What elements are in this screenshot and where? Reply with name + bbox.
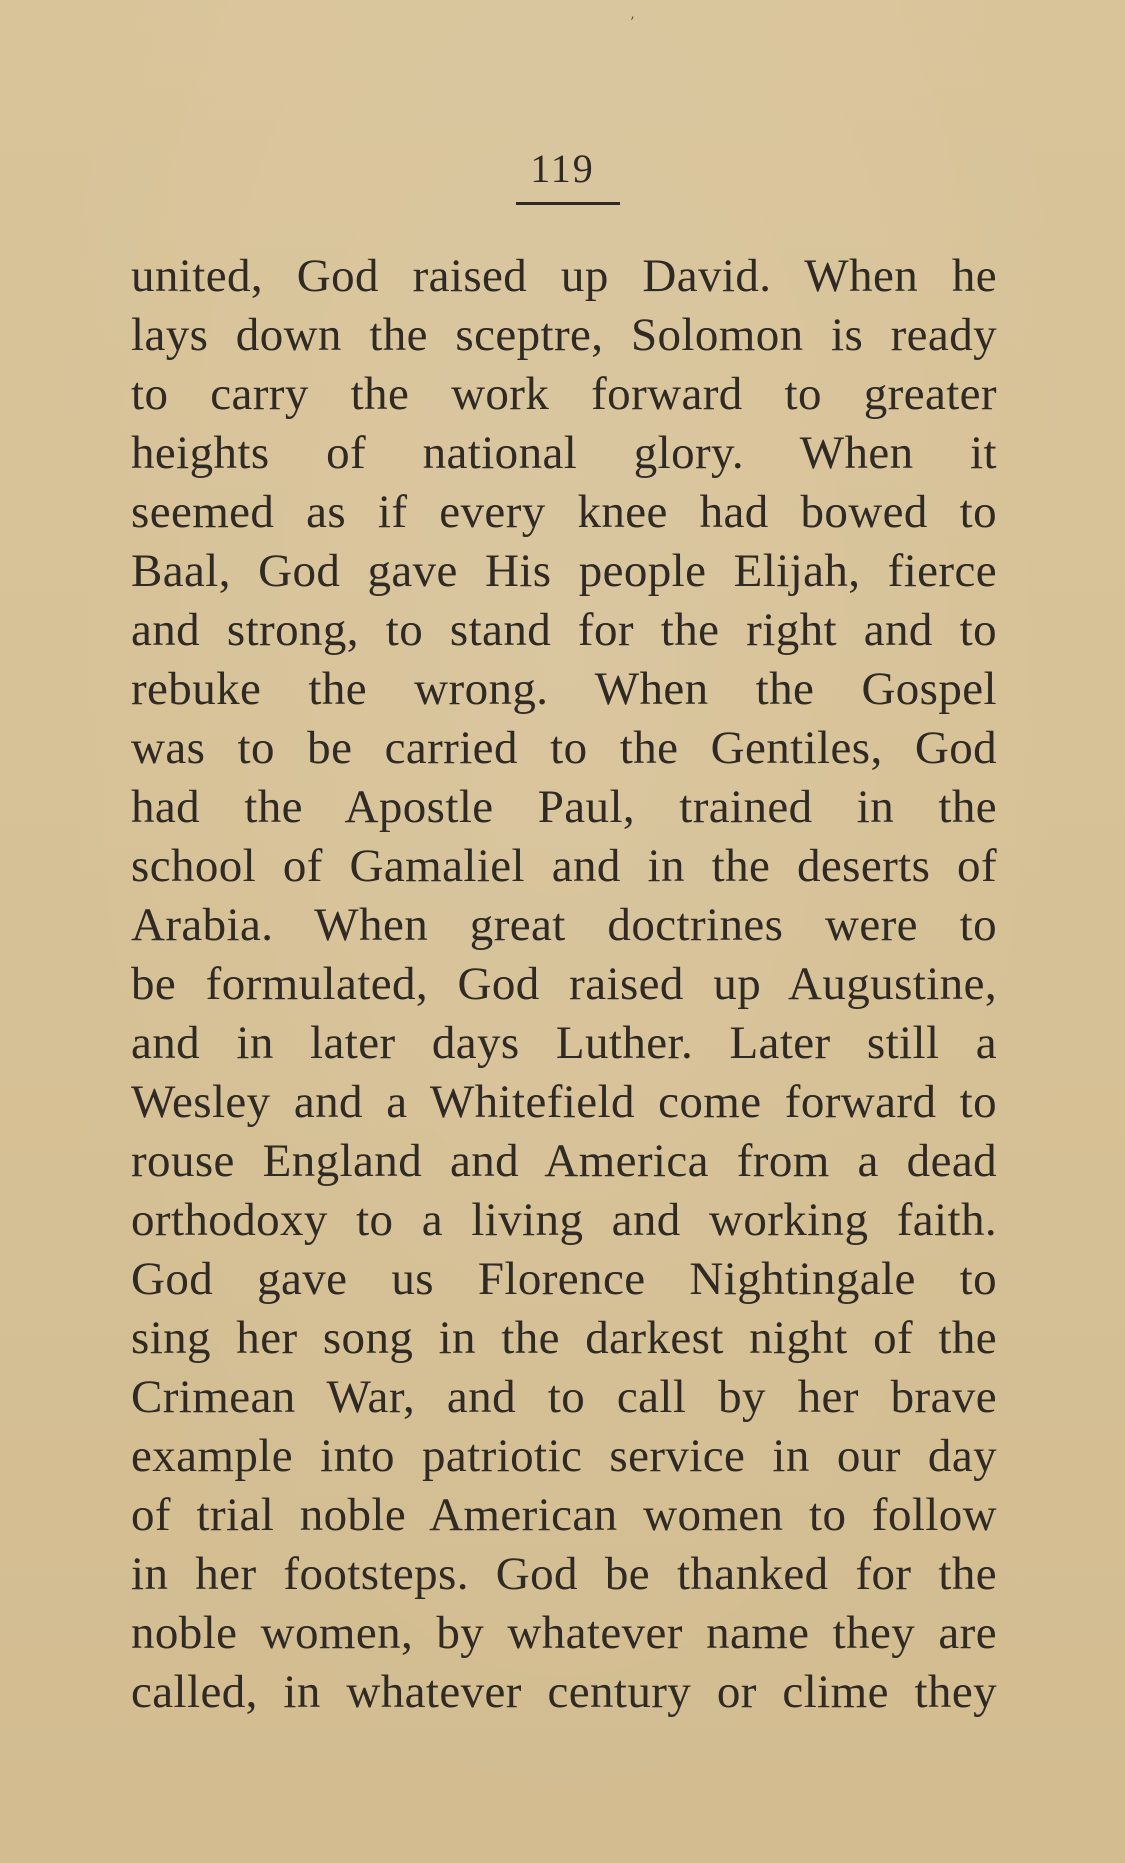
text-line: to carry the work forward to greater [131, 368, 997, 420]
text-line: seemed as if every knee had bowed to [131, 486, 997, 538]
page-number: 119 [530, 146, 595, 191]
text-line: be formulated, God raised up Augustine, [131, 958, 997, 1010]
text-line: called, in whatever century or clime they [131, 1666, 997, 1718]
text-line: school of Gamaliel and in the deserts of [131, 840, 997, 892]
text-line: heights of national glory. When it [131, 427, 997, 479]
text-line: rouse England and America from a dead [131, 1135, 997, 1187]
text-line: of trial noble American women to follow [131, 1489, 997, 1541]
text-line: had the Apostle Paul, trained in the [131, 781, 997, 833]
text-line: example into patriotic service in our day [131, 1430, 997, 1482]
print-speck: ’ [630, 15, 635, 31]
text-line: orthodoxy to a living and working faith. [131, 1194, 997, 1246]
text-line: noble women, by whatever name they are [131, 1607, 997, 1659]
text-line: Baal, God gave His people Elijah, fierce [131, 545, 997, 597]
text-line: united, God raised up David. When he [131, 250, 997, 302]
text-line: Crimean War, and to call by her brave [131, 1371, 997, 1423]
text-line: was to be carried to the Gentiles, God [131, 722, 997, 774]
text-line: rebuke the wrong. When the Gospel [131, 663, 997, 715]
text-line: sing her song in the darkest night of the [131, 1312, 997, 1364]
text-line: and in later days Luther. Later still a [131, 1017, 997, 1069]
text-line: God gave us Florence Nightingale to [131, 1253, 997, 1305]
text-line: lays down the sceptre, Solomon is ready [131, 309, 997, 361]
text-line: Arabia. When great doctrines were to [131, 899, 997, 951]
text-line: Wesley and a Whitefield come forward to [131, 1076, 997, 1128]
text-line: in her footsteps. God be thanked for the [131, 1548, 997, 1600]
body-text [131, 247, 997, 1722]
page-number-rule [516, 202, 620, 205]
text-line: and strong, to stand for the right and to [131, 604, 997, 656]
